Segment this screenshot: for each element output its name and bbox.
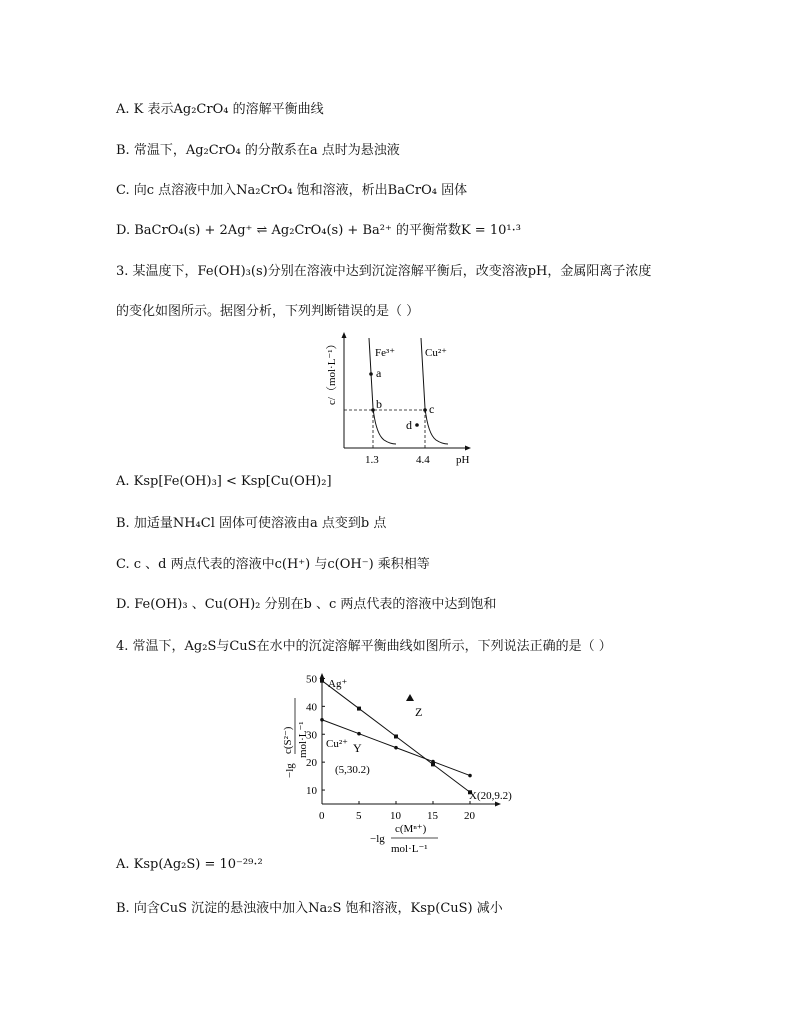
- q4-cu-point: [357, 732, 361, 736]
- q3-option-c: C. c 、d 两点代表的溶液中c(H⁺) 与c(OH⁻) 乘积相等: [116, 557, 430, 572]
- q3-option-b: B. 加适量NH₄Cl 固体可使溶液由a 点变到b 点: [116, 516, 387, 531]
- option-a-prev: A. K 表示Ag₂CrO₄ 的溶解平衡曲线: [116, 102, 324, 117]
- q3-x-arrow: [465, 446, 471, 451]
- q3-point-a: [369, 372, 373, 376]
- option-c-prev: C. 向c 点溶液中加入Na₂CrO₄ 饱和溶液，析出BaCrO₄ 固体: [116, 183, 468, 198]
- q4-label-ag: Ag⁺: [328, 678, 348, 690]
- option-d-prev: D. BaCrO₄(s) + 2Ag⁺ ⇌ Ag₂CrO₄(s) + Ba²⁺ 的平衡常数K = 10¹·³: [116, 223, 521, 238]
- q4-ytick-label: 30: [306, 729, 317, 742]
- q3-xtick-1.3: 1.3: [365, 454, 379, 466]
- q3-xtick-4.4: 4.4: [416, 454, 430, 466]
- q4-ag-point: [320, 679, 324, 683]
- q4-ytick-label: 50: [306, 673, 317, 686]
- q3-chart: [318, 330, 483, 470]
- q3-label-c: c: [429, 402, 435, 416]
- q4-cu-point: [431, 760, 435, 764]
- q4-chart: [276, 666, 536, 861]
- q3-point-c: [423, 408, 427, 412]
- q4-point-z-triangle: [406, 694, 414, 701]
- q3-option-a: A. Ksp[Fe(OH)₃] < Ksp[Cu(OH)₂]: [116, 474, 332, 489]
- q3-label-d: d: [406, 418, 412, 432]
- q3-y-arrow: [342, 332, 347, 338]
- q4-xlabel-bottom: mol·L⁻¹: [391, 843, 428, 855]
- q4-xtick-label: 10: [390, 810, 401, 822]
- q4-xlabel-top: c(Mⁿ⁺): [395, 823, 427, 835]
- q3-option-d: D. Fe(OH)₃ 、Cu(OH)₂ 分别在b 、c 两点代表的溶液中达到饱和: [116, 597, 497, 612]
- q4-xtick-label: 15: [427, 810, 438, 822]
- q4-option-b: B. 向含CuS 沉淀的悬浊液中加入Na₂S 饱和溶液，Ksp(CuS) 减小: [116, 901, 503, 916]
- q4-option-a: A. Ksp(Ag₂S) = 10⁻²⁹·²: [116, 857, 263, 872]
- q3-xlabel: pH: [456, 454, 470, 466]
- q4-xlabel-prefix: −lg: [370, 833, 385, 845]
- q4-ytick-label: 20: [306, 757, 317, 770]
- q4-ylabel-prefix: −lg: [284, 763, 296, 778]
- q4-label-x: X(20,9.2): [469, 790, 512, 802]
- q3-label-a: a: [376, 366, 382, 380]
- q3-label-cu: Cu²⁺: [425, 347, 447, 359]
- q3-point-b: [371, 408, 375, 412]
- q4-xtick-label: 0: [319, 810, 325, 822]
- q4-xtick-label: 5: [356, 810, 362, 822]
- q4-label-y: Y: [353, 741, 362, 755]
- q3-label-fe: Fe³⁺: [375, 347, 396, 359]
- q4-ag-point: [394, 734, 398, 738]
- question-4-stem: 4. 常温下，Ag₂S与CuS在水中的沉淀溶解平衡曲线如图所示，下列说法正确的是（ ）: [116, 639, 612, 654]
- option-b-prev: B. 常温下，Ag₂CrO₄ 的分散系在a 点时为悬浊液: [116, 143, 400, 158]
- q4-ytick-label: 10: [306, 785, 317, 798]
- q4-cu-point: [320, 718, 324, 722]
- q4-x-arrow: [495, 802, 501, 807]
- q4-ylabel-top: c(S²⁻): [282, 726, 294, 754]
- q4-cu-point: [394, 746, 398, 750]
- q4-ytick-label: 40: [306, 701, 317, 714]
- q4-label-y-coord: (5,30.2): [335, 764, 370, 776]
- q4-ylabel-bottom: mol·L⁻¹: [297, 721, 309, 758]
- q4-label-z: Z: [415, 705, 423, 719]
- question-3-stem-2: 的变化如图所示。据图分析，下列判断错误的是（ ）: [116, 304, 420, 319]
- q4-ag-point: [357, 707, 361, 711]
- q4-cu-point: [468, 774, 472, 778]
- question-3-stem-1: 3. 某温度下，Fe(OH)₃(s)分别在溶液中达到沉淀溶解平衡后，改变溶液pH，金属阳离子浓度: [116, 264, 652, 279]
- q3-point-d: [415, 423, 419, 427]
- q4-xtick-label: 20: [464, 810, 475, 822]
- q3-ylabel: c/（mol·L⁻¹）: [326, 338, 338, 405]
- q4-label-cu: Cu²⁺: [326, 738, 348, 750]
- q3-label-b: b: [376, 397, 382, 411]
